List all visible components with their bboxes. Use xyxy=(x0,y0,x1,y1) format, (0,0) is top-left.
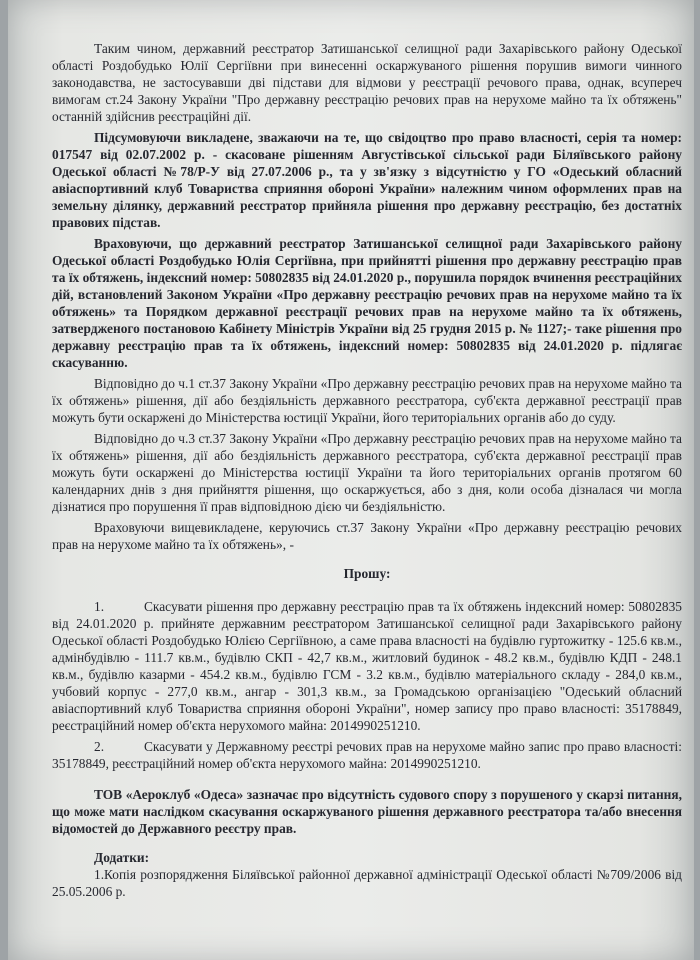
request-item-number: 1. xyxy=(94,599,105,614)
document-body xyxy=(52,40,682,904)
request-item-number: 2. xyxy=(94,739,105,754)
paragraph-guided-by: Враховуючи вищевикладене, керуючись ст.37 Закону України «Про державну реєстрацію речових прав на нерухоме майно та їх обтяжень», - xyxy=(52,520,682,552)
paragraph-considering: Враховуючи, що державний реєстратор Затишанської селищної ради Захарівського району Одеської області Роздобудько Юлія Сергіївна, при прийнятті рішення про державну реєстрацію прав та їх обтяжень, індексний номер: 50802835 від 24.01.2020 р., порушила порядок вчинення реєстраційних дій, встановлений Законом України «Про державну реєстрацію речових прав на нерухоме майно та їх обтяжень» та Порядком державної реєстрації речових прав на нерухоме майно та їх обтяжень, затвердженого постановою Кабінету Міністрів України від 25 грудня 2015 р. № 1127;- таке рішення про державну реєстрацію прав та їх обтяжень, індексний номер: 50802835 від 24.01.2020 р. підлягає скасуванню. xyxy=(52,236,682,370)
attachments-title: Додатки: xyxy=(94,850,150,865)
paragraph-no-dispute: ТОВ «Аероклуб «Одеса» зазначає про відсутність судового спору з порушеного у скарзі питання, що може мати наслідком скасування оскаржуваного рішення державного реєстратора та/або внесення відомостей до Державного реєстру прав. xyxy=(52,787,682,836)
request-item-text: Скасувати у Державному реєстрі речових прав на нерухоме майно запис про право власності: 35178849, реєстраційний номер об'єкта нерухомого майна: 2014990251210. xyxy=(52,739,682,771)
request-heading: Прошу: xyxy=(343,566,391,581)
paragraph-registrar-violation: Таким чином, державний реєстратор Затишанської селищної ради Захарівського району Одеської області Роздобудько Юлії Сергіївни при винесенні оскаржуваного рішення порушив вимоги чинного законодавства, не застосувавши дві підстави для відмови у реєстрації речового права, однак, всупереч вимогам ст.24 Закону України "Про державну реєстрацію речових прав на нерухоме майно та їх обтяжень" останній здійснив реєстраційні дії. xyxy=(52,41,682,124)
request-item-text: Скасувати рішення про державну реєстрацію прав та їх обтяжень індексний номер: 50802835 від 24.01.2020 р. прийняте державним реєстратором Затишанської селищної ради Захарівського району Одеської області Роздобудько Юлією Сергіївною, а саме права власності на будівлю гуртожитку - 125.6 кв.м., адмінбудівлю - 111.7 кв.м., будівлю СКП - 42,7 кв.м., житловий будинок - 48.2 кв.м., будівлю КДП - 248.1 кв.м., будівлю казарми - 454.2 кв.м., будівлю ГСМ - 3.2 кв.м., будівлю матеріального складу - 284,0 кв.м., учбовий корпус - 277,0 кв.м., ангар - 301,3 кв.м., за Громадською організацією "Одеський обласний авіаспортивний клуб Товариства сприяння обороні України", номер запису про право власності: 35178849, реєстраційний номер об'єкта нерухомого майна: 2014990251210. xyxy=(52,599,682,733)
request-item xyxy=(52,598,682,734)
paragraph-article-37-part-3: Відповідно до ч.3 ст.37 Закону України «Про державну реєстрацію речових прав на нерухоме майно та їх обтяжень» рішення, дії або бездіяльність державного реєстратора, суб'єкта державної реєстрації прав можуть бути оскаржені до Міністерства юстиції України та його територіальних органів протягом 60 календарних днів з дня прийняття рішення, що оскаржується, або з дня, коли особа дізналася чи могла дізнатися про порушення її прав відповідною дією чи бездіяльністю. xyxy=(52,431,682,514)
paragraph-summary: Підсумовуючи викладене, зважаючи на те, що свідоцтво про право власності, серія та номер: 017547 від 02.07.2002 р. - скасоване рішенням Августівської сільської ради Біляївського району Одеської області №78/Р-У від 27.07.2006 р., та у зв'язку з відсутністю у ГО «Одеський обласний авіаспортивний клуб Товариства сприяння обороні України» належним чином оформлених прав на земельну ділянку, державний реєстратор прийняла рішення про державну реєстрацію, без достатніх правових підстав. xyxy=(52,130,682,230)
request-item xyxy=(52,738,682,772)
paragraph-article-37-part-1: Відповідно до ч.1 ст.37 Закону України «Про державну реєстрацію речових прав на нерухоме майно та їх обтяжень» рішення, дії або бездіяльність державного реєстратора, суб'єкта державної реєстрації прав можуть бути оскаржені до Міністерства юстиції України, його територіальних органів або до суду. xyxy=(52,376,682,425)
document-sheet xyxy=(8,0,694,960)
attachment-item: 1.Копія розпорядження Біляївської районної державної адміністрації Одеської області №709/2006 від 25.05.2006 р. xyxy=(52,867,682,899)
